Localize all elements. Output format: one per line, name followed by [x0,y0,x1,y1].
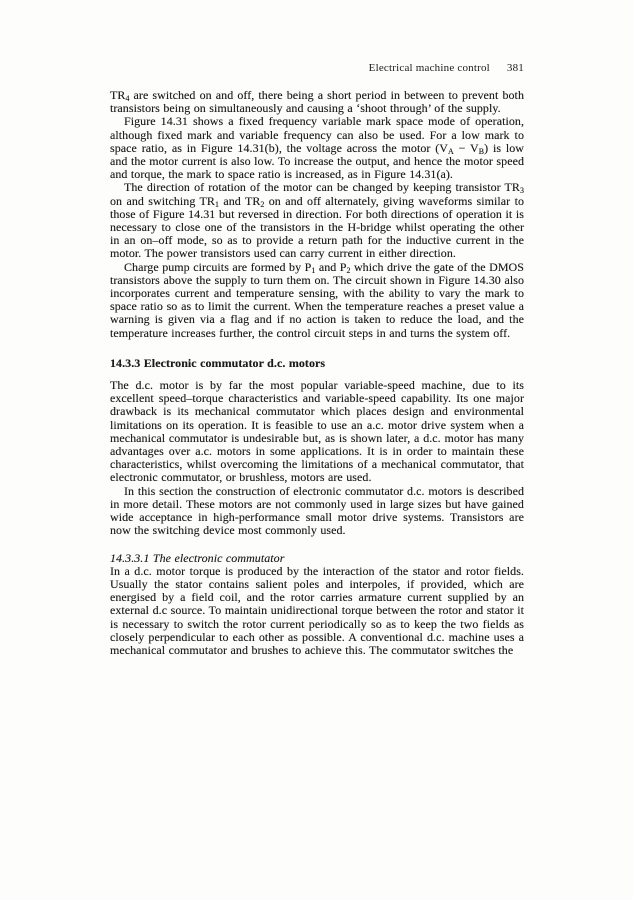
paragraph: In this section the construction of electronic commutator d.c. motors is described in more detail. These motors are not commonly used in large sizes but have gained wide acceptance in high-performance small motor drive systems. Transistors are now the switching device most commonly used. [110,483,524,538]
running-header-title: Electrical machine control [368,62,490,74]
subscript: 1 [311,265,316,275]
paragraph: Charge pump circuits are formed by $P_1$ and $P_2$ which drive the gate of the DMOS transistors above the supply to turn them on. The circuit shown in Figure 14.30 also incorporates current and temperature sensing, with the ability to vary the mark to space ratio so as to limit the current. When the temperature reaches a preset value a warning is given via a flag and if no action is taken to reduce the load, and the temperature increases further, the control circuit steps in and turns the system off. [110,259,524,340]
page-content [110,89,524,657]
text-column [110,62,524,657]
paragraph: $TR_4$ are switched on and off, there being a short period in between to prevent both transistors being on simultaneously and causing a ‘shoot through’ of the supply. [110,88,524,116]
paragraph: In a d.c. motor torque is produced by the interaction of the stator and rotor fields. Usually the stator contains salient poles and interpoles, if provided, which are energised by a field coil, and the rotor carries armature current supplied by an external d.c source. To maintain unidirectional torque between the rotor and stator it is necessary to switch the rotor current periodically so as to keep the two fields as closely perpendicular to each other as possible. A conventional d.c. machine uses a mechanical commutator and brushes to achieve this. The commutator switches the [110,563,524,657]
running-header [110,62,524,75]
paragraph: The direction of rotation of the motor can be changed by keeping transistor $TR_3$ on and switching $TR_1$ and $TR_2$ on and off alternately, giving waveforms similar to those of Figure 14.31 but reversed in direction. For both directions of operation it is necessary to close one of the transistors in the H-bridge whilst operating the other in an on–off mode, so as to provide a return path for the inductive current in the motor. The power transistors used can carry current in either direction. [110,180,525,261]
subscript: 3 [519,186,524,196]
subscript: 4 [125,93,130,103]
paragraph: The d.c. motor is by far the most popular variable-speed machine, due to its excellent speed–torque characteristics and variable-speed capability. Its one major drawback is its mechanical commutator which places design and environmental limitations on its operation. It is feasible to use an a.c. motor drive system when a mechanical commutator is undesirable but, as is shown later, a d.c. motor has many advantages over a.c. motors in some applications. It is in order to maintain these characteristics, whilst overcoming the limitations of a mechanical commutator, that electronic commutator, or brushless, motors are used. [110,378,524,485]
subscript: 2 [346,265,351,275]
subscript: 1 [214,199,219,209]
section-heading: 14.3.3 Electronic commutator d.c. motors [110,355,326,370]
subscript: A [448,146,454,156]
page-number: 381 [506,62,524,74]
paragraph: Figure 14.31 shows a fixed frequency variable mark space mode of operation, although fixed mark and variable frequency can also be used. For a low mark to space ratio, as in Figure 14.31(b), the voltage across the motor $(V_A - V_B)$ is low and the motor current is also low. To increase the output, and hence the motor speed and torque, the mark to space ratio is increased, as in Figure 14.31(a). [110,114,525,182]
subscript: 2 [260,199,265,209]
subscript: B [478,146,485,156]
subsection-heading: 14.3.3.1 The electronic commutator [110,550,285,565]
